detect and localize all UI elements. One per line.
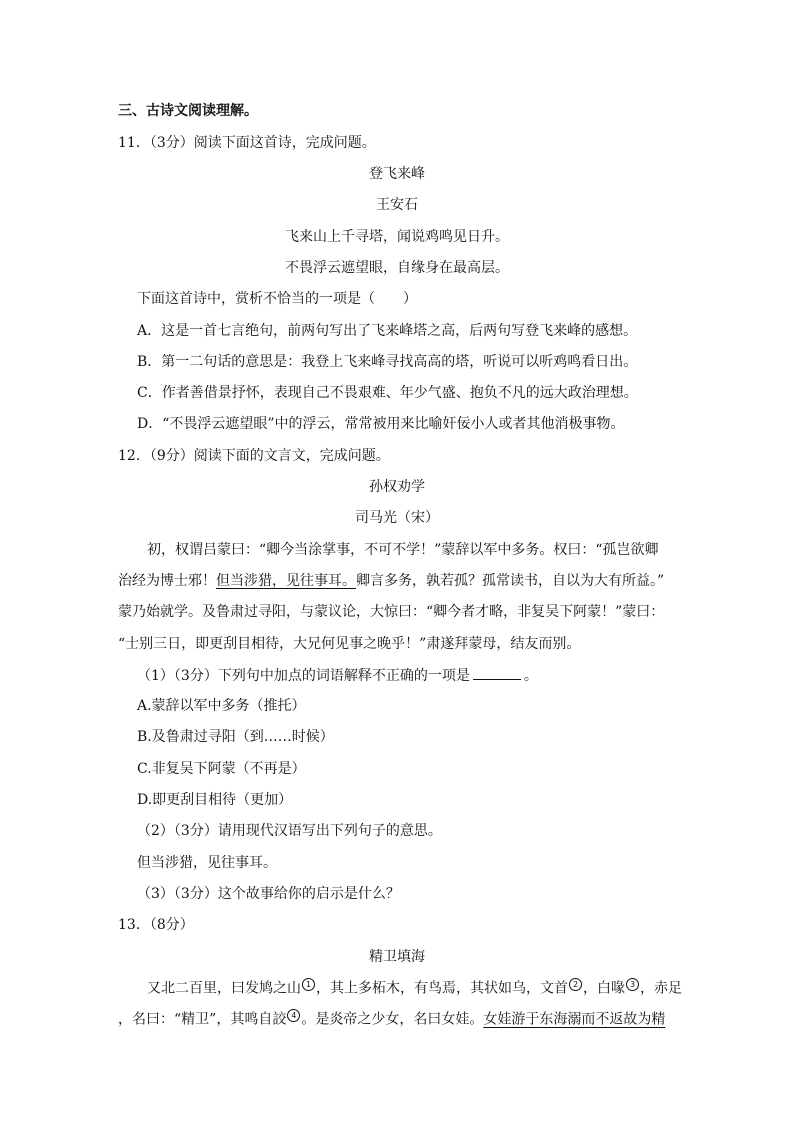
q12-passage-text: 治经为博士邪！	[118, 573, 216, 589]
q11-question: 下面这首诗中，赏析不恰当的一项是（ ）	[137, 291, 417, 307]
q13-title: 精卫填海	[369, 949, 425, 965]
footnote-marker: 4	[287, 1009, 300, 1022]
q11-option-a: A．这是一首七言绝句，前两句写出了飞来峰塔之高，后两句写登飞来峰的感想。	[137, 323, 638, 339]
footnote-marker: 3	[626, 978, 639, 991]
q11-poem-author: 王安石	[376, 197, 418, 213]
q12-passage-line-4: “士别三日，即更刮目相待，大兄何见事之晚乎！”肃遂拜蒙母，结友而别。	[118, 636, 581, 652]
q11-stem: 11．（3分）阅读下面这首诗，完成问题。	[118, 135, 376, 151]
q12-sub3: （3）（3分）这个故事给你的启示是什么？	[137, 886, 400, 902]
footnote-marker: 1	[302, 978, 315, 991]
q12-sub1-option-a: A.蒙辞以军中多务（推托）	[137, 698, 306, 714]
q11-option-d: D．“不畏浮云遮望眼”中的浮云，常常被用来比喻奸佞小人或者其他消极事物。	[137, 416, 625, 432]
q12-sub1-text: （1）（3分）下列句中加点的词语解释不正确的一项是	[137, 668, 470, 684]
q11-poem-title: 登飞来峰	[369, 166, 425, 182]
q12-sub1-end: 。	[523, 668, 538, 684]
q12-passage-text: 卿言多务，孰若孤？孤常读书，自以为大有所益。”	[356, 573, 665, 589]
q13-text: ，白喙	[583, 980, 625, 997]
q13-text: ，其上多柘木，有鸟焉，其状如乌，文首	[316, 980, 568, 997]
q13-underlined-sentence: 女娃游于东海溺而不返故为精	[483, 1011, 666, 1028]
q13-stem: 13．（8分）	[118, 917, 194, 933]
q12-underlined-sentence: 但当涉猎，见往事耳。	[216, 573, 356, 589]
q11-poem-line-2: 不畏浮云遮望眼，自缘身在最高层。	[285, 260, 509, 276]
q12-sub1-option-d: D.即更刮目相待（更加）	[137, 792, 293, 808]
q12-sub1-option-b: B.及鲁肃过寻阳（到……时候）	[137, 729, 334, 745]
q12-sub2-sentence: 但当涉猎，见往事耳。	[137, 855, 277, 871]
q12-author: 司马光（宋）	[355, 510, 439, 526]
q12-passage-line-2	[118, 571, 664, 591]
q11-option-b: B．第一二句话的意思是：我登上飞来峰寻找高高的塔，听说可以听鸡鸣看日出。	[137, 354, 638, 370]
q13-text: 。是炎帝之少女，名曰女娃。	[301, 1011, 484, 1028]
q13-text: 又北二百里，曰发鸠之山	[147, 980, 301, 997]
q12-sub1-option-c: C.非复吴下阿蒙（不再是）	[137, 761, 306, 777]
q12-sub1	[137, 665, 538, 686]
q12-passage-line-1: 初，权谓吕蒙曰：“卿今当涂掌事，不可不学！”蒙辞以军中多务。权曰：“孤岂欲卿	[147, 542, 659, 558]
q13-passage-line-1	[147, 978, 682, 999]
q12-stem: 12．（9分）阅读下面的文言文，完成问题。	[118, 448, 390, 464]
q11-poem-line-1: 飞来山上千寻塔，闻说鸡鸣见日升。	[285, 229, 509, 245]
q13-passage-line-2	[118, 1009, 665, 1030]
section-heading: 三、古诗文阅读理解。	[118, 103, 258, 119]
q11-option-c: C．作者善借景抒怀，表现自己不畏艰难、年少气盛、抱负不凡的远大政治理想。	[137, 385, 638, 401]
q12-sub2: （2）（3分）请用现代汉语写出下列句子的意思。	[137, 823, 442, 839]
q12-title: 孙权劝学	[369, 479, 425, 495]
q12-passage-line-3: 蒙乃始就学。及鲁肃过寻阳，与蒙议论，大惊曰：“卿今者才略，非复吴下阿蒙！”蒙曰：	[118, 604, 665, 620]
q13-text: ，赤足	[640, 980, 682, 997]
footnote-marker: 2	[569, 978, 582, 991]
q13-text: ，名曰：“精卫”，其鸣自詨	[118, 1011, 287, 1028]
answer-blank[interactable]	[473, 665, 521, 680]
